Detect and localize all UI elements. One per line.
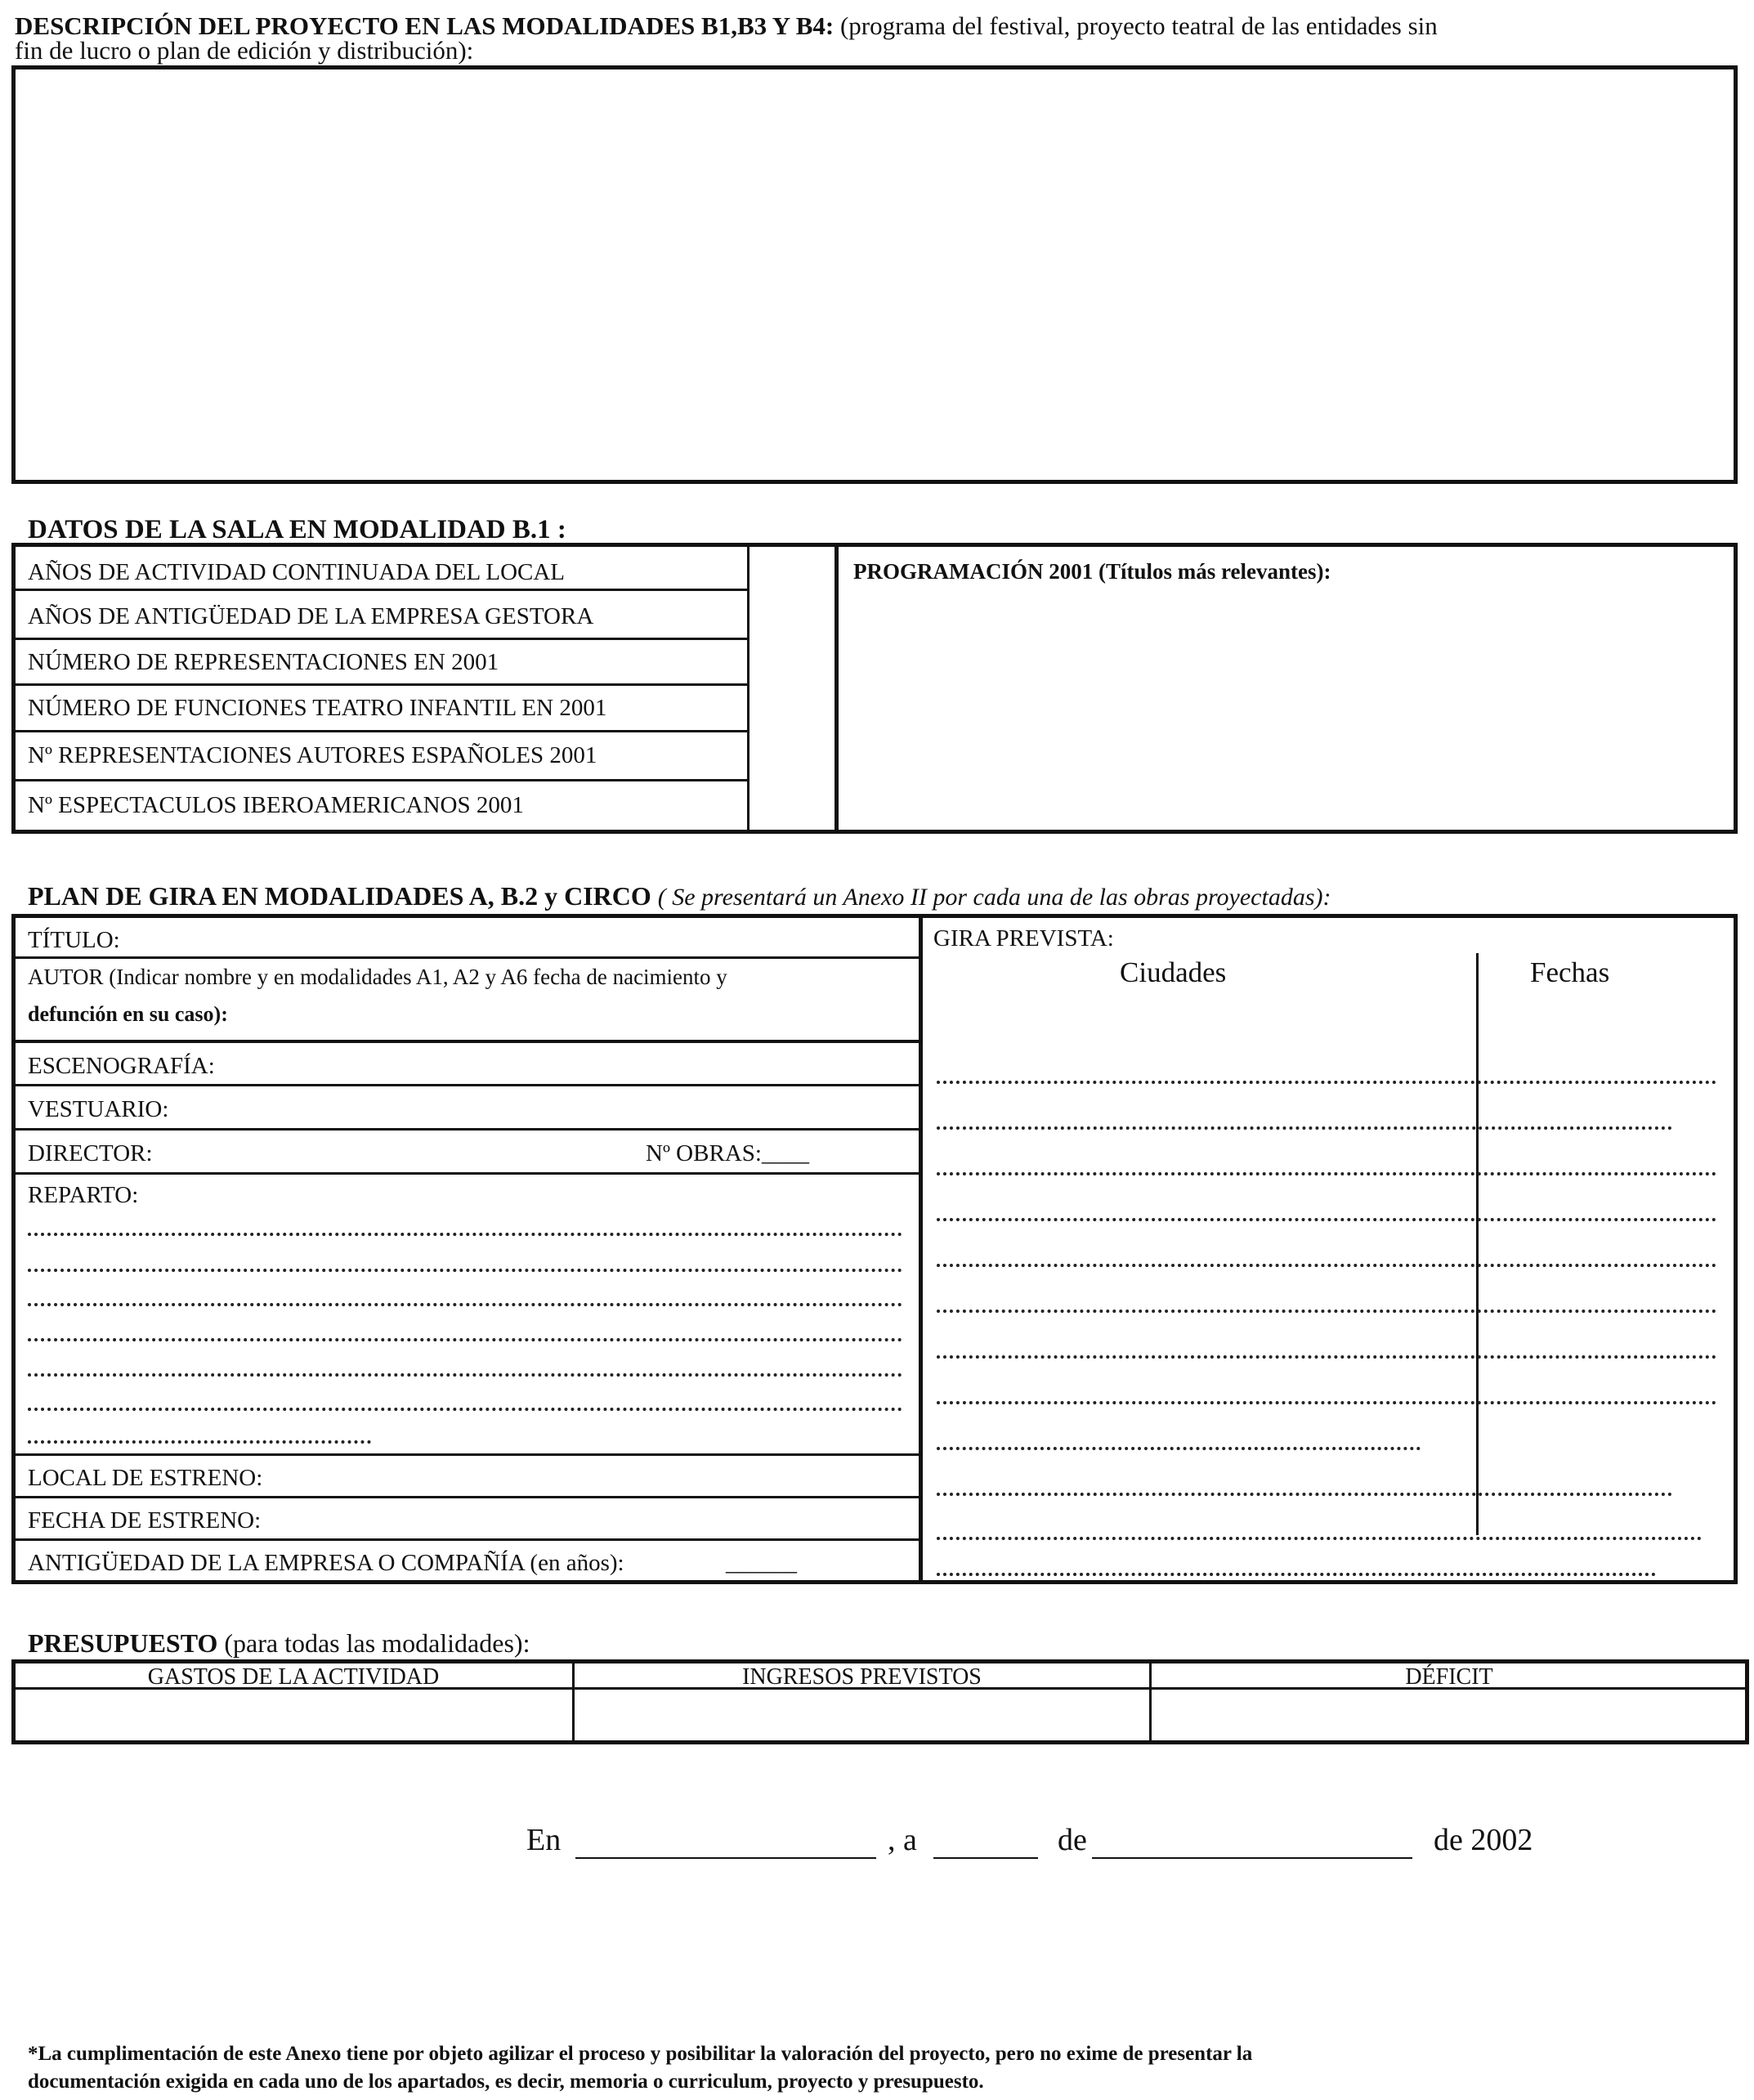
gira-dotted-line[interactable] (937, 1573, 1656, 1576)
vestuario-label: VESTUARIO: (28, 1096, 169, 1122)
signature-day-field[interactable] (933, 1857, 1038, 1859)
signature-month-field[interactable] (1092, 1857, 1412, 1859)
gira-divider (919, 916, 923, 1583)
sala-row-line (13, 730, 747, 732)
description-textarea[interactable] (11, 65, 1738, 484)
description-heading: DESCRIPCIÓN DEL PROYECTO EN LAS MODALIDADES B1,B3 Y B4: (15, 11, 834, 40)
reparto-dotted-line[interactable] (28, 1373, 902, 1377)
gira-row-line (13, 1453, 919, 1456)
presupuesto-heading: PRESUPUESTO (28, 1628, 218, 1658)
reparto-label: REPARTO: (28, 1182, 139, 1208)
gira-dotted-line[interactable] (937, 1218, 1716, 1221)
autor-label-line2: defunción en su caso): (28, 1002, 228, 1026)
gira-heading-note: ( Se presentará un Anexo II por cada una de las obras proyectadas): (657, 884, 1331, 911)
director-label: DIRECTOR: (28, 1140, 153, 1166)
antiguedad-label: ANTIGÜEDAD DE LA EMPRESA O COMPAÑÍA (en años): (28, 1550, 624, 1576)
sala-row-label: NÚMERO DE FUNCIONES TEATRO INFANTIL EN 2001 (28, 695, 607, 721)
gira-dotted-line[interactable] (937, 1081, 1716, 1084)
gira-heading: PLAN DE GIRA EN MODALIDADES A, B.2 y CIRCO (28, 881, 651, 911)
fecha-estreno-field[interactable] (294, 1499, 907, 1535)
sala-row-line (13, 683, 747, 686)
sala-row-line (13, 638, 747, 640)
reparto-dotted-line[interactable] (28, 1338, 902, 1341)
gira-row-line (13, 1128, 919, 1131)
escenografia-label: ESCENOGRAFÍA: (28, 1053, 215, 1079)
gira-heading-line (28, 883, 1331, 910)
signature-de: de (1058, 1823, 1087, 1857)
gira-col-divider (1476, 953, 1479, 1535)
gira-row-line (13, 1538, 919, 1541)
gira-row-line (13, 956, 919, 959)
reparto-dotted-line[interactable] (28, 1233, 902, 1236)
sala-value-field[interactable] (750, 733, 832, 779)
gira-dotted-line[interactable] (937, 1493, 1672, 1496)
sala-heading: DATOS DE LA SALA EN MODALIDAD B.1 : (28, 515, 566, 544)
gira-row-line (13, 1084, 919, 1086)
local-estreno-field[interactable] (294, 1457, 907, 1493)
titulo-label: TÍTULO: (28, 927, 120, 953)
sala-divider-1 (747, 544, 749, 832)
gira-dotted-line[interactable] (937, 1355, 1716, 1359)
gira-row-line (13, 1172, 919, 1175)
titulo-field[interactable] (163, 919, 907, 955)
sala-value-field[interactable] (750, 687, 832, 730)
sala-row-label: Nº REPRESENTACIONES AUTORES ESPAÑOLES 2001 (28, 742, 597, 768)
gira-dotted-line[interactable] (937, 1172, 1716, 1175)
reparto-dotted-line[interactable] (28, 1269, 902, 1272)
gira-dotted-line[interactable] (937, 1537, 1702, 1540)
signature-place-field[interactable] (575, 1857, 876, 1859)
description-note-2: fin de lucro o plan de edición y distribución): (15, 36, 474, 65)
fechas-header: Fechas (1530, 956, 1610, 988)
programacion-field[interactable] (842, 589, 1733, 827)
ingresos-field[interactable] (577, 1692, 1146, 1740)
sala-value-field[interactable] (750, 592, 832, 637)
presupuesto-heading-note: (para todas las modalidades): (224, 1628, 530, 1658)
signature-a: , a (888, 1823, 917, 1857)
sala-value-field[interactable] (750, 641, 832, 683)
sala-value-field[interactable] (750, 782, 832, 830)
escenografia-field[interactable] (245, 1045, 907, 1081)
footnote-line1: *La cumplimentación de este Anexo tiene por objeto agilizar el proceso y posibilitar la valoración del proyecto, pero no exime de presentar la (28, 2043, 1253, 2065)
reparto-dotted-line[interactable] (28, 1303, 902, 1306)
autor-label (28, 966, 727, 988)
programacion-label: PROGRAMACIÓN 2001 (Títulos más relevantes): (853, 559, 1331, 584)
gira-dotted-line[interactable] (937, 1126, 1672, 1130)
n-obras-label: Nº OBRAS:____ (646, 1140, 809, 1166)
signature-en: En (526, 1823, 562, 1857)
ciudades-header: Ciudades (1120, 956, 1227, 988)
gastos-field[interactable] (16, 1692, 569, 1740)
sala-row-label: AÑOS DE ANTIGÜEDAD DE LA EMPRESA GESTORA (28, 603, 594, 629)
autor-label-line1: AUTOR (Indicar nombre y en modalidades A1, A2 y A6 fecha de nacimiento y (28, 965, 727, 989)
presupuesto-heading-line (28, 1630, 530, 1656)
reparto-dotted-line[interactable] (28, 1440, 371, 1444)
gira-dotted-line[interactable] (937, 1310, 1716, 1313)
director-field[interactable] (180, 1133, 638, 1169)
autor-field[interactable] (327, 999, 907, 1035)
sala-row-label: NÚMERO DE REPRESENTACIONES EN 2001 (28, 649, 499, 675)
reparto-dotted-line[interactable] (28, 1408, 902, 1411)
gastos-header: GASTOS DE LA ACTIVIDAD (147, 1664, 440, 1690)
sala-divider-2 (834, 544, 839, 832)
signature-year: de 2002 (1434, 1823, 1533, 1857)
sala-row-label: Nº ESPECTACULOS IBEROAMERICANOS 2001 (28, 792, 524, 818)
sala-row-label: AÑOS DE ACTIVIDAD CONTINUADA DEL LOCAL (28, 559, 566, 585)
sala-row-line (13, 589, 747, 591)
gira-row-line (13, 1040, 919, 1043)
ingresos-header: INGRESOS PREVISTOS (742, 1664, 982, 1690)
gira-dotted-line[interactable] (937, 1264, 1716, 1267)
vestuario-field[interactable] (196, 1089, 907, 1125)
local-estreno-label: LOCAL DE ESTRENO: (28, 1465, 263, 1491)
description-note-1: (programa del festival, proyecto teatral de las entidades sin (839, 11, 1438, 40)
sala-row-line (13, 779, 747, 781)
gira-prevista-label: GIRA PREVISTA: (933, 925, 1114, 951)
deficit-field[interactable] (1154, 1692, 1744, 1740)
gira-row-line (13, 1496, 919, 1498)
fecha-estreno-label: FECHA DE ESTRENO: (28, 1507, 262, 1534)
deficit-header: DÉFICIT (1405, 1664, 1493, 1690)
description-heading-line1 (15, 13, 1438, 38)
sala-value-field[interactable] (750, 546, 832, 589)
antiguedad-blank[interactable]: ______ (726, 1550, 797, 1576)
gira-dotted-line[interactable] (937, 1447, 1421, 1450)
footnote-line2: documentación exigida en cada uno de los apartados, es decir, memoria o curriculum, proyecto y presupuesto. (28, 2071, 984, 2093)
gira-dotted-line[interactable] (937, 1401, 1716, 1404)
